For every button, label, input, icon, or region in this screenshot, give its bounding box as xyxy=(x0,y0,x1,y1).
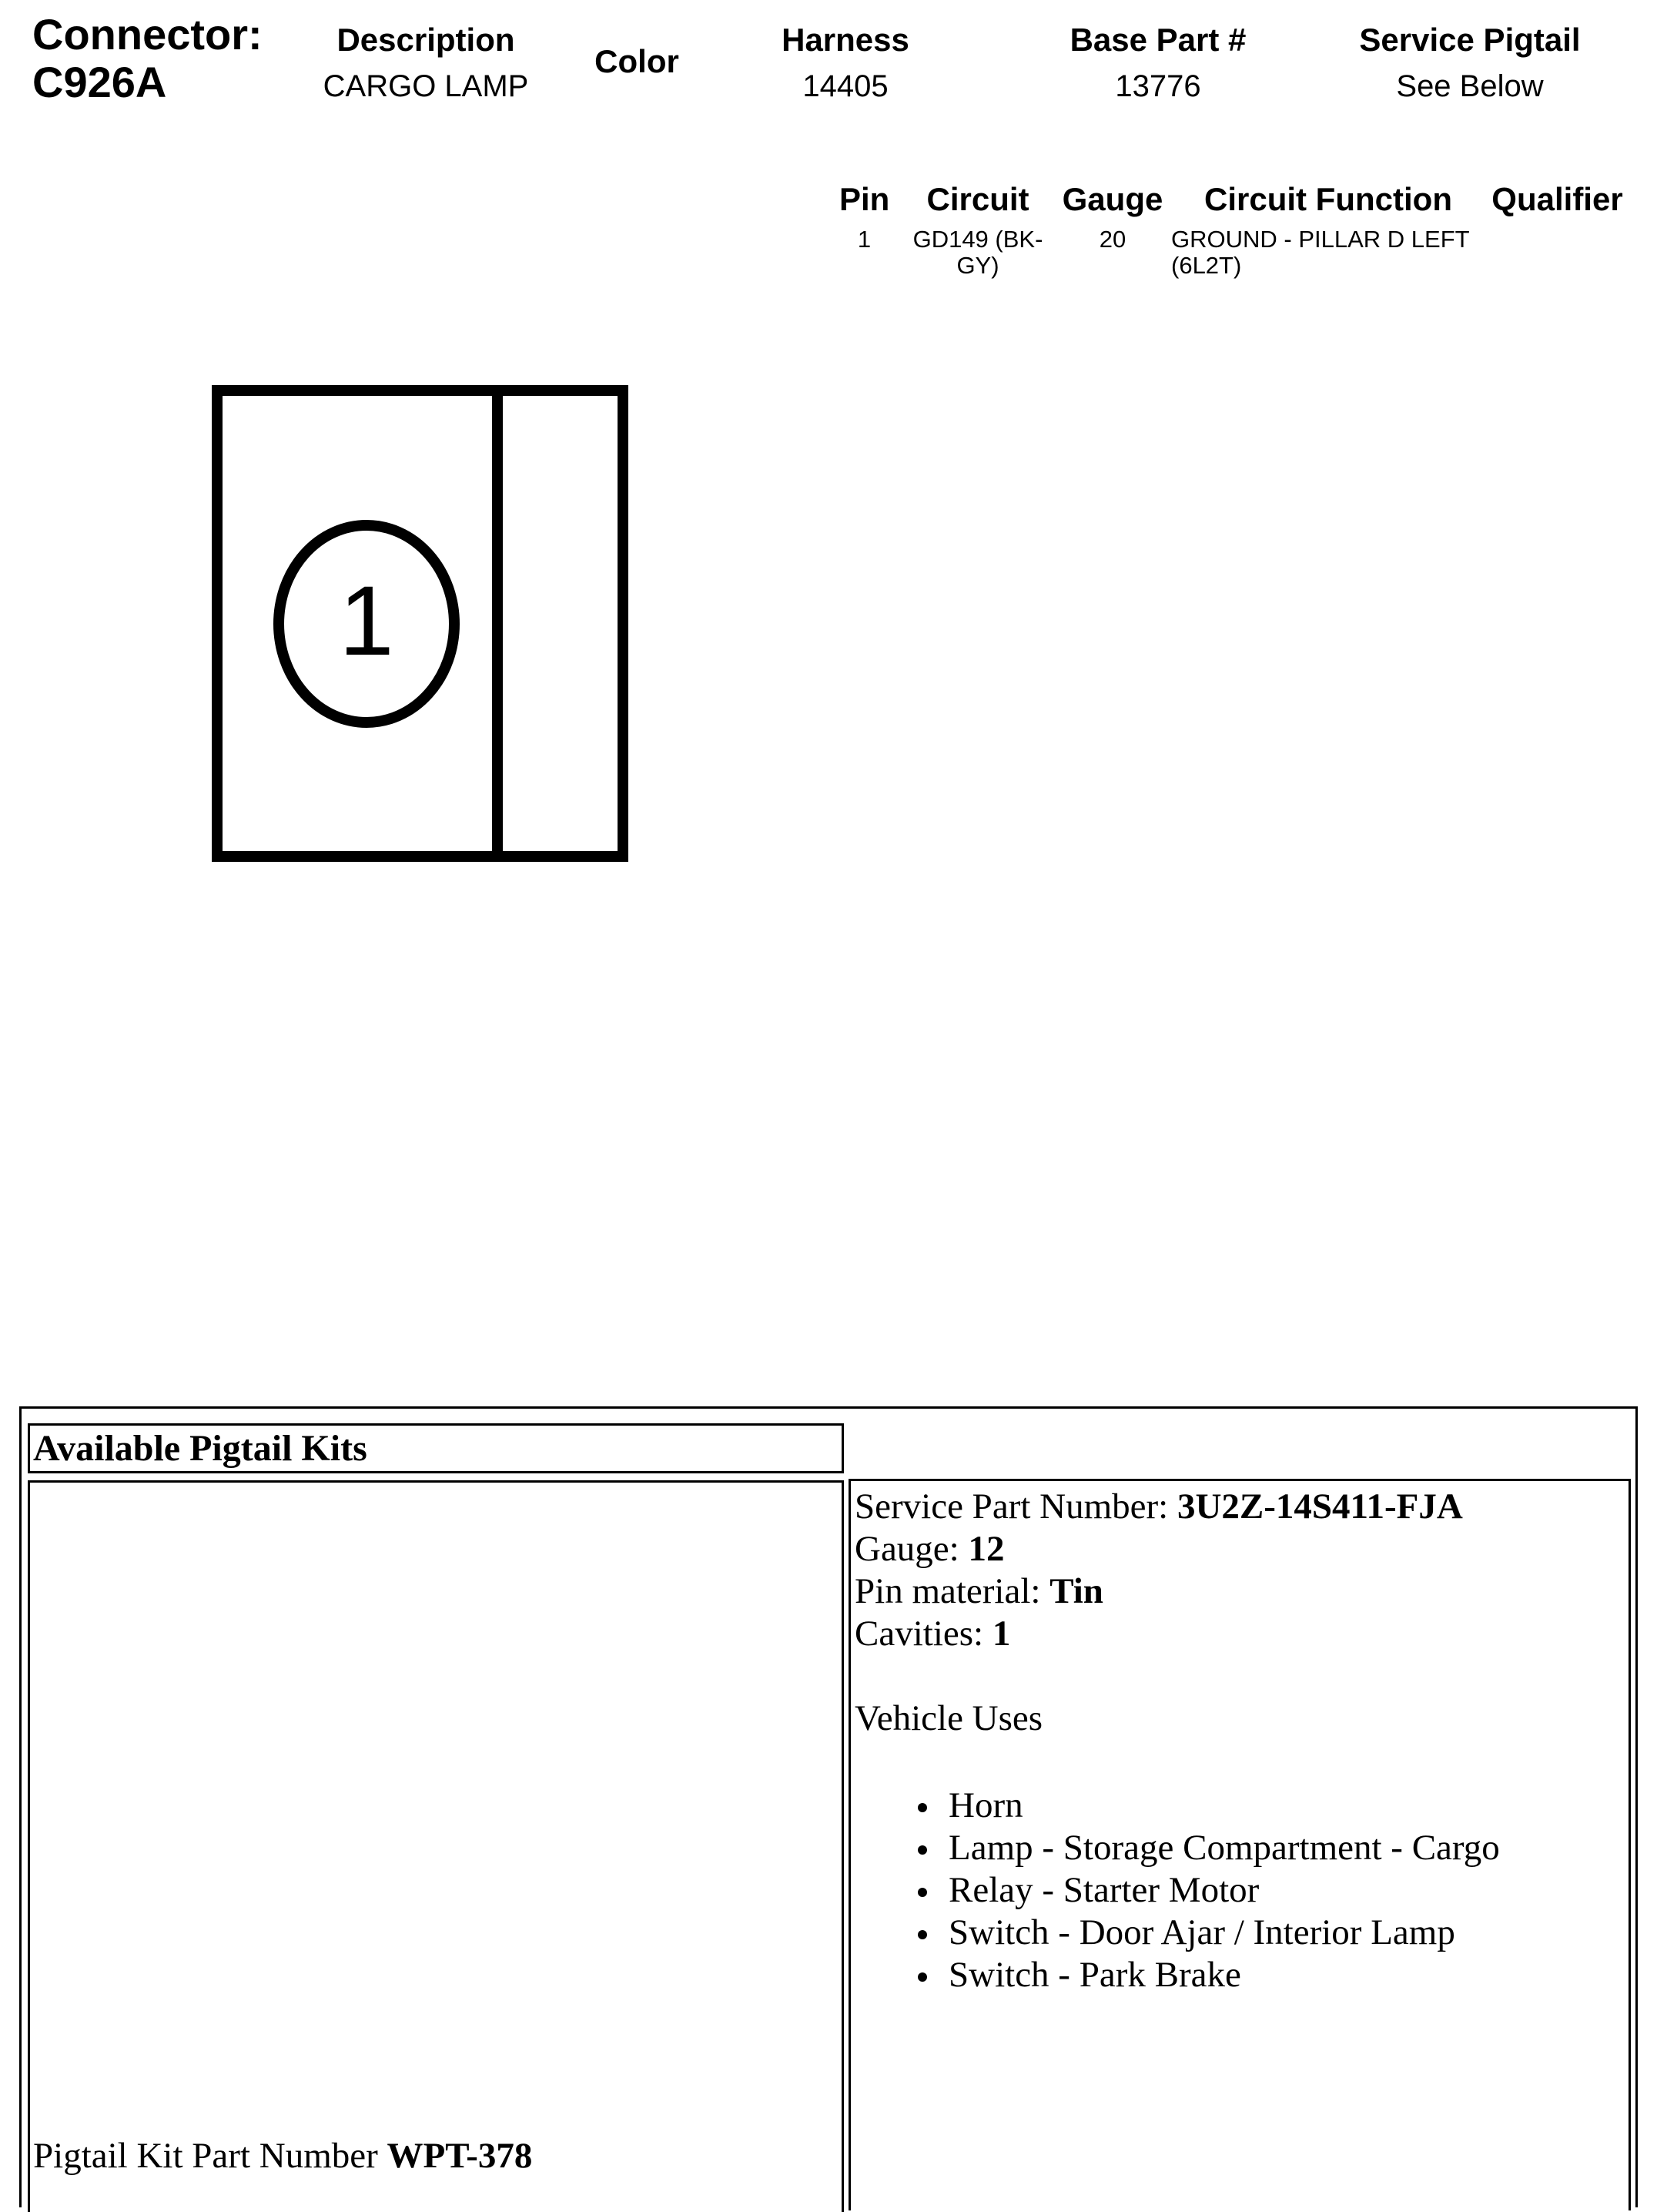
connector-id: C926A xyxy=(32,58,167,106)
color-header-text: Color xyxy=(594,43,679,79)
description-header-text: Description xyxy=(336,22,515,58)
cavities-line xyxy=(855,1613,1625,1655)
qualifier-column-header: Qualifier xyxy=(1491,181,1623,217)
pigtail-kit-label: Pigtail Kit Part Number xyxy=(33,2136,378,2176)
gauge-value: 12 xyxy=(968,1529,1005,1569)
harness-value-text: 14405 xyxy=(802,69,889,103)
base-part-value-text: 13776 xyxy=(1115,69,1201,103)
service-pigtail-value-text: See Below xyxy=(1396,69,1544,103)
pigtail-title-box xyxy=(28,1423,844,1473)
vehicle-uses-label: Vehicle Uses xyxy=(855,1698,1043,1738)
service-part-value: 3U2Z-14S411-FJA xyxy=(1177,1486,1463,1527)
pin-column-header: Pin xyxy=(839,181,890,217)
pigtail-details xyxy=(855,1486,1625,1996)
pin-material-value: Tin xyxy=(1049,1571,1103,1611)
circuit-function-cell: GROUND - PILLAR D LEFT (6L2T) xyxy=(1171,226,1470,279)
circuit-function-column-header: Circuit Function xyxy=(1204,181,1452,217)
service-part-label: Service Part Number: xyxy=(855,1486,1169,1527)
list-item: Switch - Park Brake xyxy=(855,1954,1625,1996)
pin-number-cell: 1 xyxy=(857,226,872,253)
description-value-text: CARGO LAMP xyxy=(323,69,529,103)
gauge-cell: 20 xyxy=(1099,226,1126,253)
list-item: Switch - Door Ajar / Interior Lamp xyxy=(855,1912,1625,1954)
service-pigtail-header-text: Service Pigtail xyxy=(1359,22,1581,58)
gauge-line xyxy=(855,1528,1625,1570)
harness-header-text: Harness xyxy=(782,22,909,58)
circuit-column-header: Circuit xyxy=(926,181,1029,217)
list-item: Lamp - Storage Compartment - Cargo xyxy=(855,1827,1625,1869)
cavities-label: Cavities: xyxy=(855,1614,984,1654)
circuit-cell: GD149 (BK-GY) xyxy=(912,226,1043,279)
vehicle-uses-list xyxy=(855,1785,1625,1996)
gauge-label: Gauge: xyxy=(855,1529,959,1569)
pigtail-kit-number: WPT-378 xyxy=(387,2136,533,2176)
pin-material-line xyxy=(855,1570,1625,1613)
pigtail-title: Available Pigtail Kits xyxy=(33,1428,367,1469)
pigtail-kit-part-number xyxy=(33,2135,532,2177)
gauge-column-header: Gauge xyxy=(1062,181,1163,217)
connector-label: Connector: xyxy=(32,10,263,59)
connector-face-diagram xyxy=(208,381,639,874)
list-item: Relay - Starter Motor xyxy=(855,1869,1625,1912)
pigtail-image-box xyxy=(28,1480,844,2212)
cavities-value: 1 xyxy=(992,1614,1011,1654)
service-part-line xyxy=(855,1486,1625,1528)
list-item: Horn xyxy=(855,1785,1625,1827)
pin-cavity-1-label: 1 xyxy=(339,566,394,676)
pin-material-label: Pin material: xyxy=(855,1571,1041,1611)
pigtail-details-box xyxy=(849,1479,1631,2210)
base-part-header-text: Base Part # xyxy=(1070,22,1247,58)
